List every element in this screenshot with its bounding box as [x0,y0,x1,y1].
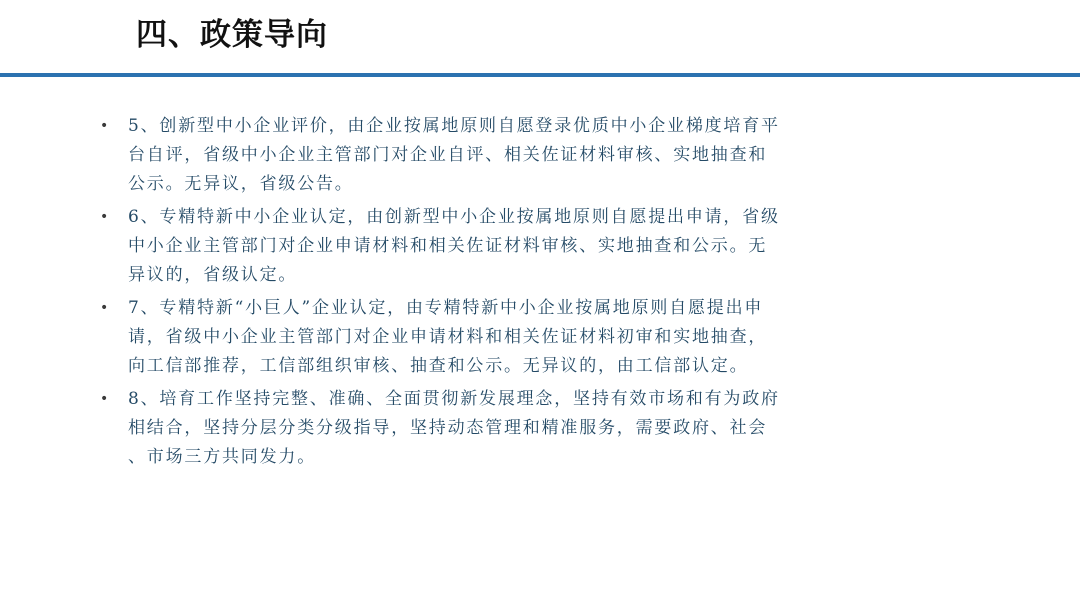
bullet-item-8 [100,385,840,472]
bullet-list [100,112,840,476]
title-divider [0,73,1080,77]
bullet-item-5 [100,112,840,199]
bullet-dot-icon: • [100,118,111,134]
bullet-text-line: 5、创新型中小企业评价，由企业按属地原则自愿登录优质中小企业梯度培育平 [128,116,780,136]
bullet-text-line: 、市场三方共同发力。 [128,447,316,467]
bullet-dot-icon: • [100,391,111,407]
bullet-text-line: 异议的，省级认定。 [128,265,298,285]
bullet-dot-icon: • [100,300,111,316]
bullet-dot-icon: • [100,209,111,225]
page-title: 四、政策导向 [136,17,328,53]
bullet-text-line: 公示。无异议，省级公告。 [128,174,354,194]
bullet-item-6 [100,203,840,290]
bullet-text-line: 向工信部推荐，工信部组织审核、抽查和公示。无异议的，由工信部认定。 [128,356,749,376]
bullet-item-7 [100,294,840,381]
bullet-text-line: 中小企业主管部门对企业申请材料和相关佐证材料审核、实地抽查和公示。无 [128,236,768,256]
bullet-text-line: 6、专精特新中小企业认定，由创新型中小企业按属地原则自愿提出申请，省级 [128,207,780,227]
bullet-text-line: 请，省级中小企业主管部门对企业申请材料和相关佐证材料初审和实地抽查， [128,327,768,347]
bullet-text-line: 台自评，省级中小企业主管部门对企业自评、相关佐证材料审核、实地抽查和 [128,145,768,165]
bullet-text-line: 7、专精特新“小巨人”企业认定，由专精特新中小企业按属地原则自愿提出申 [128,298,764,318]
bullet-text-line: 相结合，坚持分层分类分级指导，坚持动态管理和精准服务，需要政府、社会 [128,418,768,438]
bullet-text-line: 8、培育工作坚持完整、准确、全面贯彻新发展理念，坚持有效市场和有为政府 [128,389,780,409]
